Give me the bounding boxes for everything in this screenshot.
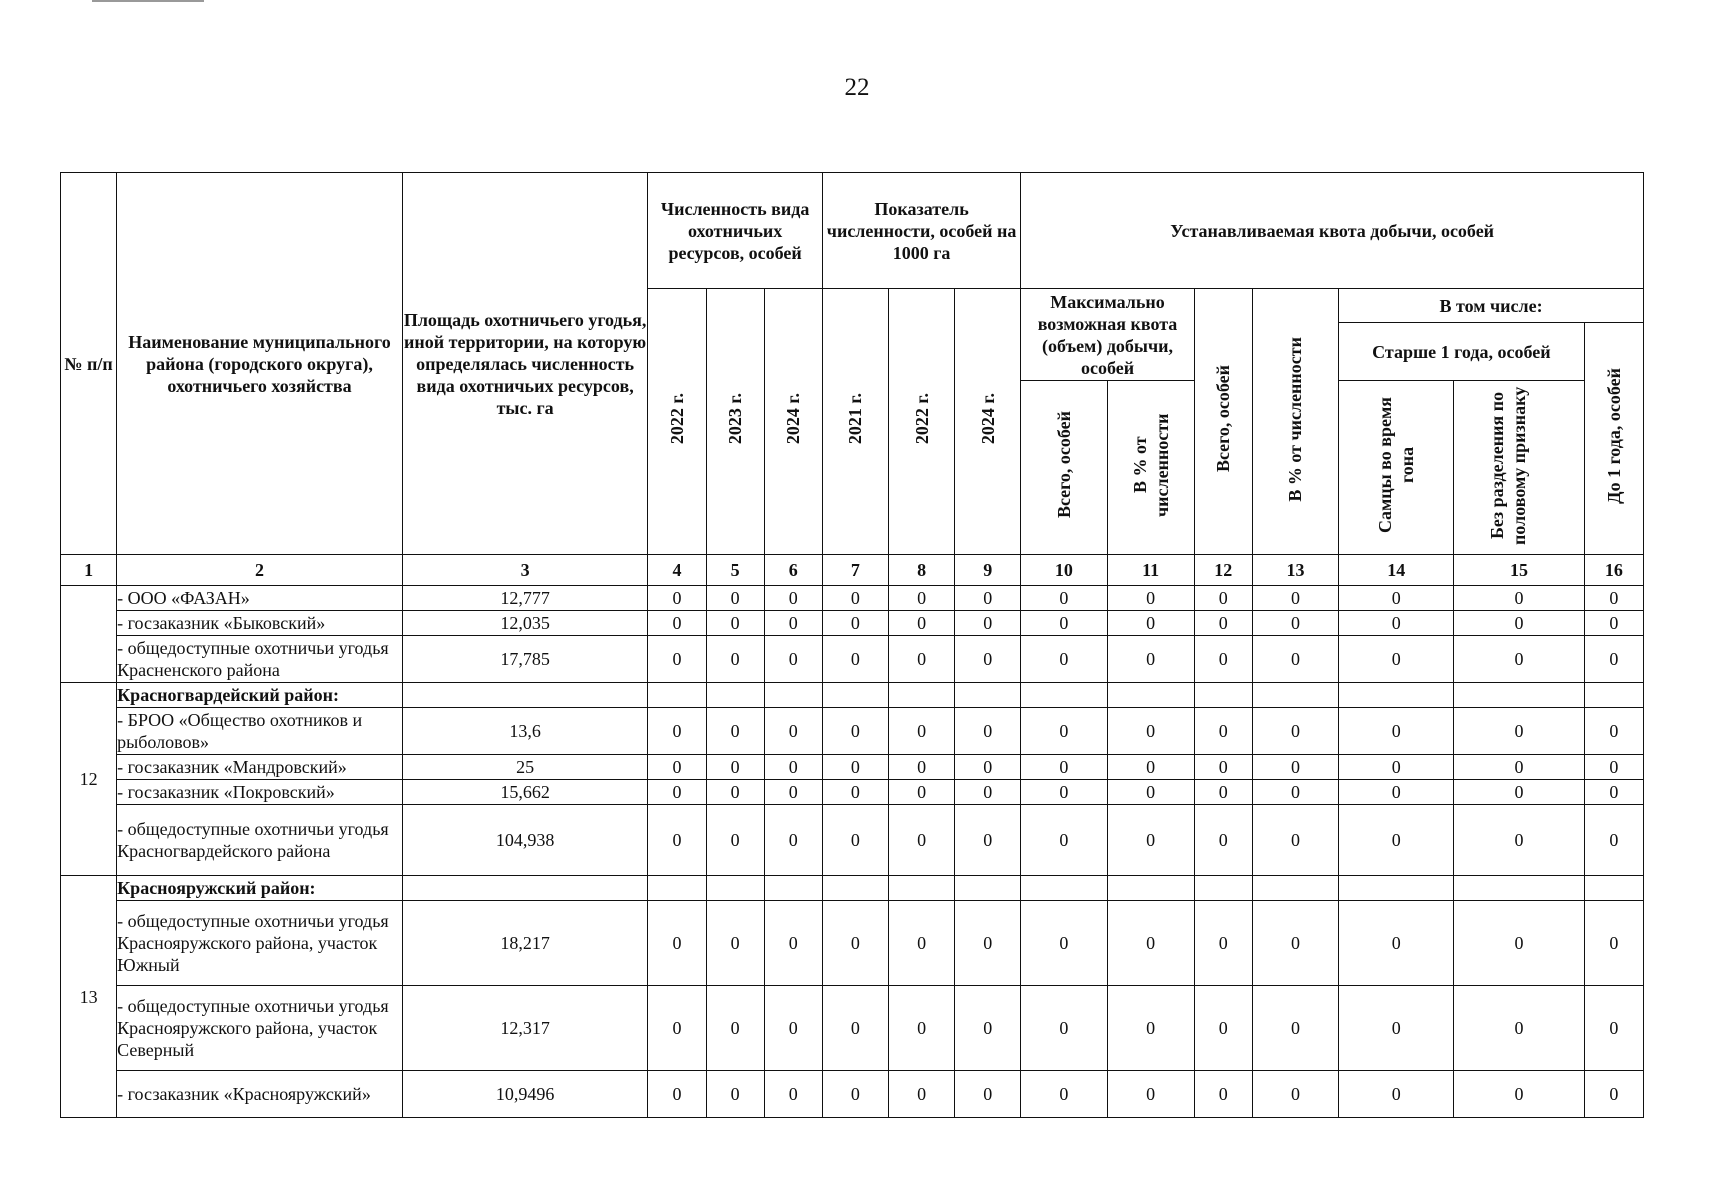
header-density-year: 2024 г.: [955, 289, 1021, 555]
empty-cell: [955, 876, 1021, 901]
row-area: 12,777: [402, 586, 648, 611]
column-number: 4: [648, 555, 706, 586]
row-value: 0: [1454, 611, 1584, 636]
row-value: 0: [1454, 1071, 1584, 1118]
row-value: 0: [1107, 805, 1194, 876]
row-value: 0: [822, 636, 888, 683]
section-row: [61, 683, 1644, 708]
row-value: 0: [1107, 586, 1194, 611]
row-name: - ООО «ФАЗАН»: [117, 586, 403, 611]
row-value: 0: [764, 901, 822, 986]
row-value: 0: [888, 986, 954, 1071]
header-older: Старше 1 года, особей: [1339, 323, 1585, 381]
empty-cell: [1454, 683, 1584, 708]
row-name: - госзаказник «Мандровский»: [117, 755, 403, 780]
row-value: 0: [764, 586, 822, 611]
header-density-year: 2022 г.: [888, 289, 954, 555]
empty-cell: [1107, 876, 1194, 901]
empty-cell: [706, 683, 764, 708]
row-value: 0: [1107, 1071, 1194, 1118]
row-value: 0: [706, 611, 764, 636]
row-value: 0: [955, 780, 1021, 805]
row-area: 10,9496: [402, 1071, 648, 1118]
row-value: 0: [1107, 611, 1194, 636]
header-pop-year: 2022 г.: [648, 289, 706, 555]
row-value: 0: [822, 901, 888, 986]
table-row: [61, 755, 1644, 780]
row-value: 0: [764, 780, 822, 805]
row-value: 0: [1454, 805, 1584, 876]
row-area: 18,217: [402, 901, 648, 986]
row-value: 0: [1584, 755, 1643, 780]
table-header: [61, 173, 1644, 555]
row-value: 0: [764, 755, 822, 780]
header-pop-year: 2024 г.: [764, 289, 822, 555]
row-value: 0: [1584, 586, 1643, 611]
header-density: Показатель численности, особей на 1000 га: [822, 173, 1020, 289]
row-value: 0: [1252, 755, 1338, 780]
row-value: 0: [1454, 636, 1584, 683]
row-value: 0: [955, 708, 1021, 755]
table-row: [61, 986, 1644, 1071]
row-value: 0: [822, 708, 888, 755]
empty-cell: [888, 876, 954, 901]
table-row: [61, 611, 1644, 636]
row-value: 0: [1339, 805, 1454, 876]
empty-cell: [1194, 683, 1252, 708]
row-value: 0: [706, 986, 764, 1071]
group-number: 12: [61, 683, 117, 876]
row-value: 0: [1021, 986, 1107, 1071]
column-number: 11: [1107, 555, 1194, 586]
row-value: 0: [955, 1071, 1021, 1118]
row-value: 0: [1194, 805, 1252, 876]
section-row: [61, 876, 1644, 901]
row-value: 0: [888, 780, 954, 805]
row-value: 0: [888, 755, 954, 780]
row-value: 0: [1584, 636, 1643, 683]
row-value: 0: [764, 986, 822, 1071]
column-number: 3: [402, 555, 648, 586]
header-no-sex: Без разделения по половому признаку: [1454, 381, 1584, 555]
row-value: 0: [1194, 611, 1252, 636]
row-value: 0: [1339, 708, 1454, 755]
empty-cell: [1339, 876, 1454, 901]
row-value: 0: [706, 805, 764, 876]
header-density-year: 2021 г.: [822, 289, 888, 555]
row-value: 0: [1021, 780, 1107, 805]
row-value: 0: [1194, 755, 1252, 780]
header-including: В том числе:: [1339, 289, 1644, 323]
row-area: 15,662: [402, 780, 648, 805]
empty-cell: [822, 683, 888, 708]
empty-cell: [706, 876, 764, 901]
row-value: 0: [648, 755, 706, 780]
row-value: 0: [1584, 986, 1643, 1071]
header-population: Численность вида охотничьих ресурсов, особей: [648, 173, 822, 289]
column-number: 13: [1252, 555, 1338, 586]
row-value: 0: [1021, 901, 1107, 986]
row-value: 0: [1252, 586, 1338, 611]
row-value: 0: [1584, 708, 1643, 755]
row-value: 0: [888, 611, 954, 636]
row-value: 0: [1194, 986, 1252, 1071]
table-row: [61, 636, 1644, 683]
row-value: 0: [888, 586, 954, 611]
empty-cell: [402, 876, 648, 901]
row-value: 0: [888, 901, 954, 986]
row-value: 0: [1252, 708, 1338, 755]
row-area: 17,785: [402, 636, 648, 683]
row-value: 0: [888, 708, 954, 755]
header-quota: Устанавливаемая квота добычи, особей: [1021, 173, 1644, 289]
section-title: Краснояружский район:: [117, 876, 403, 901]
row-value: 0: [955, 805, 1021, 876]
row-value: 0: [764, 1071, 822, 1118]
row-value: 0: [764, 636, 822, 683]
row-value: 0: [822, 755, 888, 780]
table-row: [61, 901, 1644, 986]
table-row: [61, 805, 1644, 876]
row-value: 0: [1584, 780, 1643, 805]
column-number: 1: [61, 555, 117, 586]
empty-cell: [955, 683, 1021, 708]
empty-cell: [822, 876, 888, 901]
table-row: [61, 586, 1644, 611]
column-number: 12: [1194, 555, 1252, 586]
row-value: 0: [1252, 1071, 1338, 1118]
row-value: 0: [1454, 755, 1584, 780]
row-value: 0: [706, 1071, 764, 1118]
row-value: 0: [648, 708, 706, 755]
empty-cell: [1584, 876, 1643, 901]
row-value: 0: [706, 901, 764, 986]
row-value: 0: [1339, 586, 1454, 611]
column-number: 14: [1339, 555, 1454, 586]
empty-cell: [648, 683, 706, 708]
row-area: 12,317: [402, 986, 648, 1071]
column-number: 6: [764, 555, 822, 586]
column-number: 2: [117, 555, 403, 586]
row-value: 0: [822, 586, 888, 611]
row-value: 0: [1252, 805, 1338, 876]
header-max-quota: Максимально возможная квота (объем) добычи, особей: [1021, 289, 1194, 381]
empty-cell: [888, 683, 954, 708]
row-value: 0: [1107, 986, 1194, 1071]
row-value: 0: [1194, 586, 1252, 611]
row-value: 0: [1107, 636, 1194, 683]
row-value: 0: [1021, 708, 1107, 755]
empty-cell: [1252, 683, 1338, 708]
header-pct: В % от численности: [1252, 289, 1338, 555]
row-value: 0: [955, 611, 1021, 636]
row-value: 0: [822, 780, 888, 805]
row-value: 0: [1107, 901, 1194, 986]
row-value: 0: [955, 586, 1021, 611]
row-value: 0: [706, 708, 764, 755]
row-value: 0: [822, 1071, 888, 1118]
group-number: [61, 586, 117, 683]
row-value: 0: [1454, 780, 1584, 805]
row-value: 0: [648, 636, 706, 683]
row-value: 0: [764, 805, 822, 876]
row-value: 0: [1454, 708, 1584, 755]
empty-cell: [1584, 683, 1643, 708]
row-value: 0: [1021, 755, 1107, 780]
row-value: 0: [1021, 805, 1107, 876]
row-value: 0: [764, 611, 822, 636]
empty-cell: [1194, 876, 1252, 901]
row-value: 0: [1454, 901, 1584, 986]
row-value: 0: [888, 805, 954, 876]
row-value: 0: [1107, 708, 1194, 755]
row-value: 0: [1021, 611, 1107, 636]
table-row: [61, 1071, 1644, 1118]
header-area: Площадь охотничьего угодья, иной территории, на которую определялась численность вида охотничьих ресурсов, тыс. га: [402, 173, 648, 555]
row-name: - общедоступные охотничьи угодья Красногвардейского района: [117, 805, 403, 876]
row-name: - госзаказник «Покровский»: [117, 780, 403, 805]
column-number: 7: [822, 555, 888, 586]
row-name: - общедоступные охотничьи угодья Краснояружского района, участок Северный: [117, 986, 403, 1071]
row-value: 0: [706, 586, 764, 611]
empty-cell: [1252, 876, 1338, 901]
empty-cell: [648, 876, 706, 901]
column-number: 5: [706, 555, 764, 586]
empty-cell: [764, 876, 822, 901]
column-number: 8: [888, 555, 954, 586]
row-value: 0: [1252, 901, 1338, 986]
row-value: 0: [648, 780, 706, 805]
quota-table: [60, 172, 1644, 1118]
row-value: 0: [1252, 780, 1338, 805]
table-body: [61, 555, 1644, 1118]
row-value: 0: [764, 708, 822, 755]
top-rule: [92, 0, 204, 2]
row-value: 0: [1107, 755, 1194, 780]
row-value: 0: [1339, 1071, 1454, 1118]
row-value: 0: [648, 901, 706, 986]
row-name: - БРОО «Общество охотников и рыболовов»: [117, 708, 403, 755]
group-number: 13: [61, 876, 117, 1118]
row-value: 0: [955, 901, 1021, 986]
row-value: 0: [648, 805, 706, 876]
row-value: 0: [1584, 1071, 1643, 1118]
row-value: 0: [1584, 901, 1643, 986]
row-name: - госзаказник «Краснояружский»: [117, 1071, 403, 1118]
column-number-row: [61, 555, 1644, 586]
empty-cell: [1021, 683, 1107, 708]
row-value: 0: [1339, 611, 1454, 636]
row-value: 0: [1339, 636, 1454, 683]
row-value: 0: [888, 636, 954, 683]
header-males: Самцы во время гона: [1339, 381, 1454, 555]
row-value: 0: [1252, 986, 1338, 1071]
row-area: 104,938: [402, 805, 648, 876]
row-value: 0: [1252, 611, 1338, 636]
empty-cell: [402, 683, 648, 708]
row-value: 0: [1194, 636, 1252, 683]
empty-cell: [1021, 876, 1107, 901]
row-value: 0: [822, 805, 888, 876]
row-value: 0: [1107, 780, 1194, 805]
row-value: 0: [1454, 986, 1584, 1071]
row-value: 0: [1194, 780, 1252, 805]
header-name: Наименование муниципального района (городского округа), охотничьего хозяйства: [117, 173, 403, 555]
header-max-pct: В % от численности: [1107, 381, 1194, 555]
header-pop-year: 2023 г.: [706, 289, 764, 555]
header-num: № п/п: [61, 173, 117, 555]
row-value: 0: [1021, 586, 1107, 611]
row-value: 0: [822, 986, 888, 1071]
header-under1: До 1 года, особей: [1584, 323, 1643, 555]
row-value: 0: [955, 986, 1021, 1071]
empty-cell: [764, 683, 822, 708]
row-value: 0: [706, 755, 764, 780]
row-value: 0: [648, 611, 706, 636]
column-number: 9: [955, 555, 1021, 586]
row-value: 0: [1339, 986, 1454, 1071]
column-number: 16: [1584, 555, 1643, 586]
row-value: 0: [648, 986, 706, 1071]
row-value: 0: [955, 636, 1021, 683]
empty-cell: [1107, 683, 1194, 708]
header-total: Всего, особей: [1194, 289, 1252, 555]
row-value: 0: [1584, 611, 1643, 636]
row-name: - общедоступные охотничьи угодья Красненского района: [117, 636, 403, 683]
column-number: 15: [1454, 555, 1584, 586]
row-value: 0: [1194, 708, 1252, 755]
row-value: 0: [1021, 1071, 1107, 1118]
row-value: 0: [1584, 805, 1643, 876]
row-value: 0: [648, 1071, 706, 1118]
section-title: Красногвардейский район:: [117, 683, 403, 708]
row-value: 0: [955, 755, 1021, 780]
row-area: 13,6: [402, 708, 648, 755]
row-area: 25: [402, 755, 648, 780]
row-value: 0: [1252, 636, 1338, 683]
row-value: 0: [648, 586, 706, 611]
row-value: 0: [706, 636, 764, 683]
table-row: [61, 780, 1644, 805]
row-value: 0: [1194, 1071, 1252, 1118]
empty-cell: [1339, 683, 1454, 708]
row-name: - госзаказник «Быковский»: [117, 611, 403, 636]
header-max-total: Всего, особей: [1021, 381, 1107, 555]
row-value: 0: [1454, 586, 1584, 611]
row-value: 0: [1194, 901, 1252, 986]
row-value: 0: [1021, 636, 1107, 683]
empty-cell: [1454, 876, 1584, 901]
row-area: 12,035: [402, 611, 648, 636]
row-value: 0: [822, 611, 888, 636]
page-number: 22: [844, 74, 870, 101]
row-value: 0: [1339, 901, 1454, 986]
table-row: [61, 708, 1644, 755]
row-value: 0: [1339, 780, 1454, 805]
row-value: 0: [888, 1071, 954, 1118]
column-number: 10: [1021, 555, 1107, 586]
row-value: 0: [1339, 755, 1454, 780]
row-name: - общедоступные охотничьи угодья Краснояружского района, участок Южный: [117, 901, 403, 986]
row-value: 0: [706, 780, 764, 805]
